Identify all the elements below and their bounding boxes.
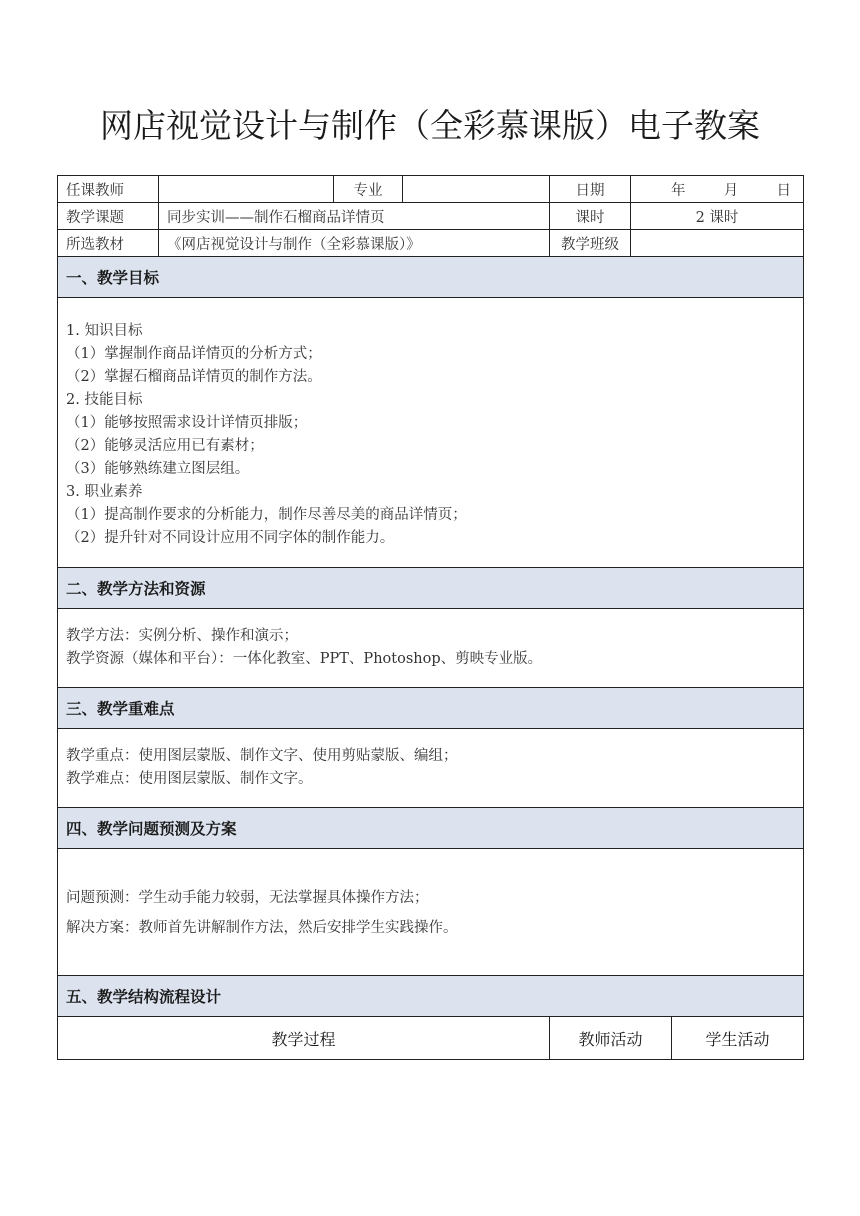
flow-col-teacher: 教师活动 — [550, 1017, 672, 1060]
textbook-value: 《网店视觉设计与制作（全彩慕课版）》 — [159, 230, 550, 257]
section-header-keypoints — [58, 688, 804, 729]
problems-heading: 四、教学问题预测及方案 — [58, 808, 804, 849]
textbook-label: 所选教材 — [58, 230, 159, 257]
keypoints-line: 教学重点：使用图层蒙版、制作文字、使用剪贴蒙版、编组； — [66, 748, 458, 764]
class-value — [631, 230, 804, 257]
section-body-methods — [58, 609, 804, 688]
topic-value: 同步实训——制作石榴商品详情页 — [159, 203, 550, 230]
section-body-keypoints — [58, 729, 804, 808]
objectives-line: （2）能够灵活应用已有素材； — [66, 437, 264, 454]
section-header-flow — [58, 976, 804, 1017]
topic-label: 教学课题 — [58, 203, 159, 230]
objectives-line: （1）能够按照需求设计详情页排版； — [66, 414, 308, 431]
page-title: 网店视觉设计与制作（全彩慕课版）电子教案 — [100, 106, 760, 145]
major-value — [403, 176, 550, 203]
objectives-line: 3. 职业素养 — [66, 483, 143, 500]
hours-label: 课时 — [550, 203, 631, 230]
keypoints-heading: 三、教学重难点 — [58, 688, 804, 729]
objectives-line: （1）提高制作要求的分析能力，制作尽善尽美的商品详情页； — [66, 506, 467, 523]
info-row-1 — [58, 176, 804, 203]
section-header-methods — [58, 568, 804, 609]
keypoints-line: 教学难点：使用图层蒙版、制作文字。 — [66, 771, 313, 787]
objectives-line: （3）能够熟练建立图层组。 — [66, 460, 250, 477]
date-value — [631, 176, 804, 203]
date-year: 年 — [671, 182, 686, 199]
keypoints-content — [58, 729, 804, 808]
objectives-line: （1）掌握制作商品详情页的分析方式； — [66, 345, 322, 362]
teacher-label: 任课教师 — [58, 176, 159, 203]
flow-column-headers — [58, 1017, 804, 1060]
methods-content — [58, 609, 804, 688]
methods-line: 教学资源（媒体和平台）：一体化教室、PPT、Photoshop、剪映专业版。 — [66, 651, 543, 667]
hours-value: 2 课时 — [631, 203, 804, 230]
info-row-3 — [58, 230, 804, 257]
problems-content — [58, 849, 804, 976]
class-label: 教学班级 — [550, 230, 631, 257]
section-header-objectives — [58, 257, 804, 298]
methods-heading: 二、教学方法和资源 — [58, 568, 804, 609]
problems-line: 解决方案：教师首先讲解制作方法，然后安排学生实践操作。 — [66, 920, 458, 936]
date-day: 日 — [776, 182, 791, 199]
info-row-2 — [58, 203, 804, 230]
objectives-line: 1. 知识目标 — [66, 322, 143, 339]
objectives-line: 2. 技能目标 — [66, 391, 143, 408]
section-body-problems — [58, 849, 804, 976]
objectives-content — [58, 298, 804, 568]
flow-heading: 五、教学结构流程设计 — [58, 976, 804, 1017]
date-month: 月 — [723, 182, 739, 199]
methods-line: 教学方法：实例分析、操作和演示； — [66, 628, 298, 644]
section-header-problems — [58, 808, 804, 849]
date-label: 日期 — [550, 176, 631, 203]
objectives-line: （2）提升针对不同设计应用不同字体的制作能力。 — [66, 529, 395, 546]
flow-col-student: 学生活动 — [672, 1017, 804, 1060]
teacher-value — [159, 176, 334, 203]
flow-col-process: 教学过程 — [58, 1017, 550, 1060]
section-body-objectives — [58, 298, 804, 568]
lesson-plan-table — [57, 175, 804, 1060]
objectives-line: （2）掌握石榴商品详情页的制作方法。 — [66, 368, 322, 385]
problems-line: 问题预测：学生动手能力较弱，无法掌握具体操作方法； — [66, 890, 429, 906]
objectives-heading: 一、教学目标 — [58, 257, 804, 298]
major-label: 专业 — [334, 176, 403, 203]
